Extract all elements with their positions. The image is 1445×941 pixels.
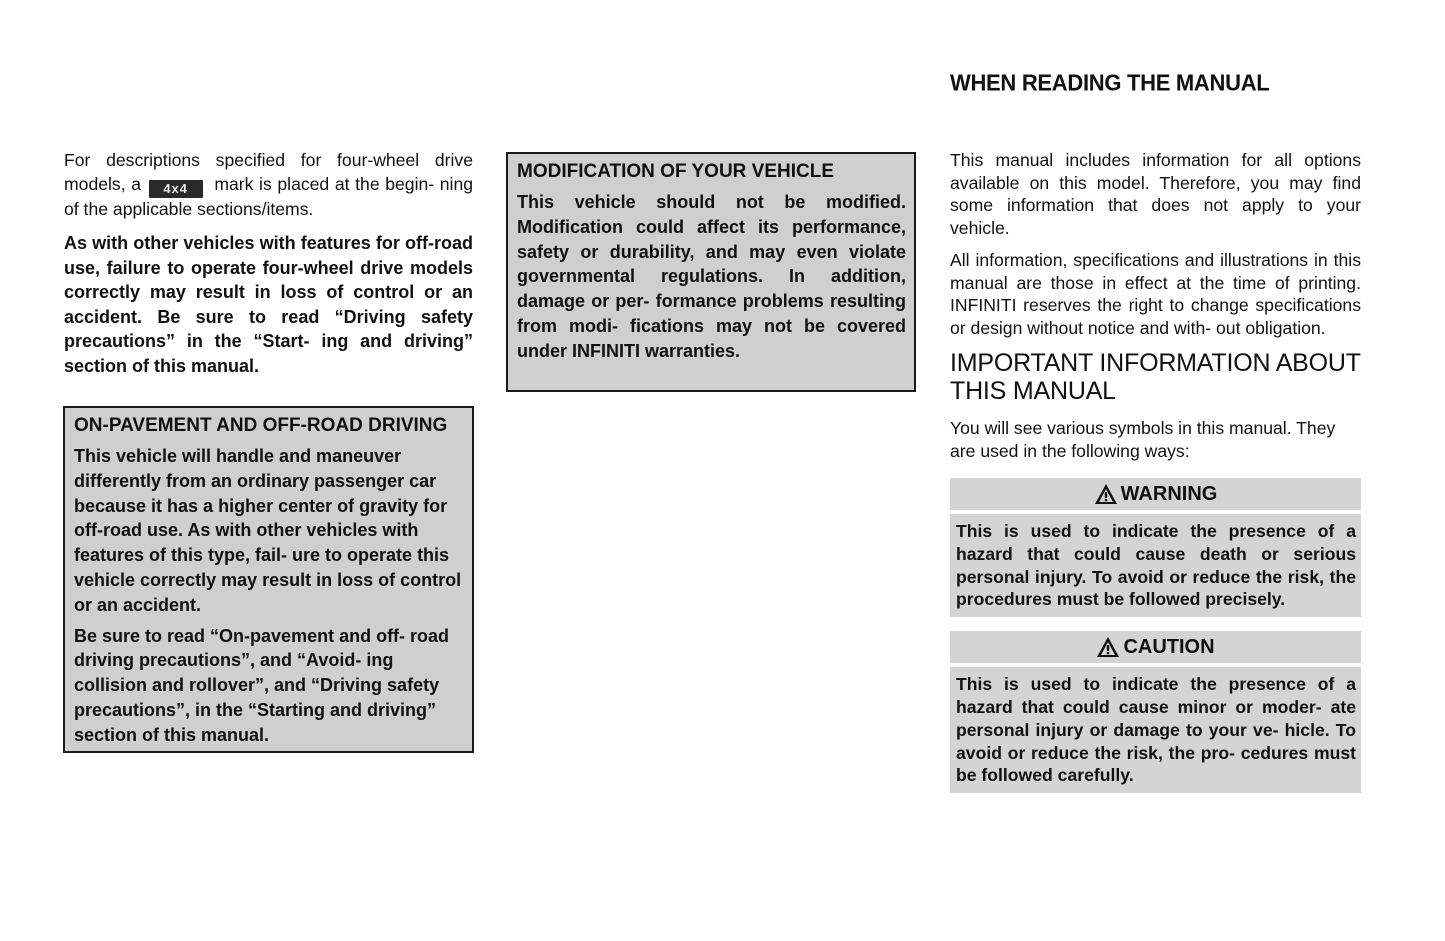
symbols-paragraph: You will see various symbols in this manual. They are used in the following ways: [950,418,1336,461]
printing-paragraph: All information, specifications and illustrations in this manual are those in effect at the time of printing. INFINITI reserves the right to change specifications or design without notice and with- out obligation. [950,250,1361,338]
intro-after-mark: mark is placed at the begin- ning of the applicable sections/items. [64,173,474,219]
section-title: IMPORTANT INFORMATION ABOUT THIS MANUAL [950,349,1361,405]
modification-box [506,152,916,392]
on-pavement-paragraph-1: This vehicle will handle and maneuver differently from an ordinary passenger car because it has a higher center of gravity for off-road use. As with other vehicles with features of this type, fail- ure to operate this vehicle correctly may result in loss of control or an accident. [74,446,462,615]
modification-box-title: MODIFICATION OF YOUR VEHICLE [517,161,835,182]
caution-triangle-icon [1096,636,1120,658]
warning-header [950,478,1361,510]
warning-label: WARNING [1120,482,1218,505]
caution-label: CAUTION [1123,635,1215,658]
caution-block [950,631,1361,793]
modification-text: This vehicle should not be modified. Modification could affect its performance, safety or durability, and may even violate governmental regulations. In addition, damage or per- formance problems resulting from modi- fications may not be covered under INFINITI warranties. [517,192,906,361]
on-pavement-paragraph-2: Be sure to read “On-pavement and off- road driving precautions”, and “Avoid- ing collision and rollover”, and “Driving safety precautions”, in the “Starting and driving” section of this manual. [74,625,450,745]
intro-before-mark: For descriptions specified for four-wheel drive models, a [64,150,473,194]
four-wheel-intro [64,149,473,221]
options-paragraph: This manual includes information for all options available on this model. Therefore, you may find some information that does not apply to your vehicle. [950,150,1361,238]
warning-block [950,478,1361,617]
on-pavement-box-title: ON-PAVEMENT AND OFF-ROAD DRIVING [74,415,448,436]
warning-text: This is used to indicate the presence of a hazard that could cause death or serious personal injury. To avoid or reduce the risk, the procedures must be followed precisely. [950,514,1361,617]
offroad-warning-paragraph: As with other vehicles with features for off-road use, failure to operate four-wheel drive models correctly may result in loss of control or an accident. Be sure to read “Driving safety precautions” in the “Start- ing and driving” section of this manual. [64,233,473,376]
left-column [64,149,473,378]
on-pavement-box [63,406,474,753]
running-head: WHEN READING THE MANUAL [950,69,1270,96]
four-by-four-mark-icon: 4x4 [149,180,203,198]
caution-text: This is used to indicate the presence of a hazard that could cause minor or moder- ate personal injury or damage to your ve- hicle. To avoid or reduce the risk, the pro- cedures must be followed carefully. [950,667,1361,793]
warning-triangle-icon [1094,483,1118,505]
caution-header [950,631,1361,663]
right-column [950,149,1361,793]
